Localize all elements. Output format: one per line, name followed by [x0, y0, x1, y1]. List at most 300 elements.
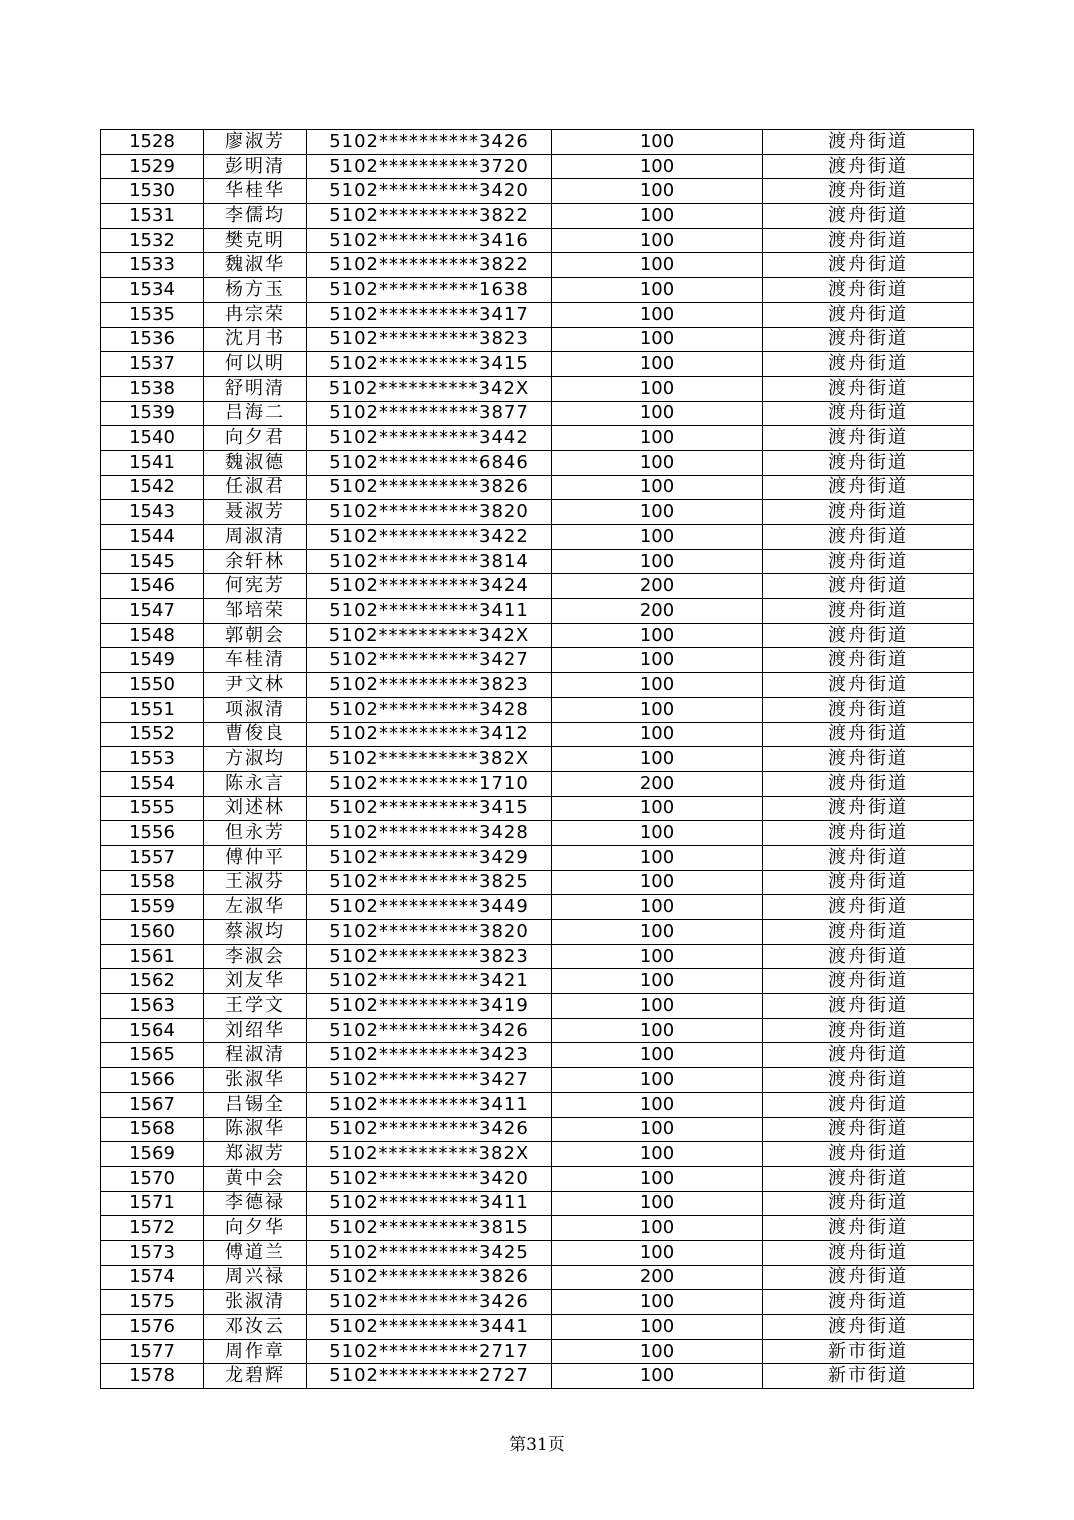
name-cell: 彭明清	[204, 154, 307, 179]
row-number-cell: 1549	[101, 648, 204, 673]
table-row	[101, 376, 974, 401]
name-cell: 杨方玉	[204, 278, 307, 303]
id-number-cell: 5102**********3820	[307, 500, 552, 525]
location-cell: 渡舟街道	[763, 623, 974, 648]
location-cell: 渡舟街道	[763, 821, 974, 846]
amount-cell: 100	[552, 450, 763, 475]
amount-cell: 100	[552, 747, 763, 772]
table-row	[101, 1043, 974, 1068]
name-cell: 王学文	[204, 994, 307, 1019]
location-cell: 渡舟街道	[763, 994, 974, 1019]
location-cell: 渡舟街道	[763, 376, 974, 401]
amount-cell: 100	[552, 204, 763, 229]
id-number-cell: 5102**********382X	[307, 1142, 552, 1167]
location-cell: 渡舟街道	[763, 253, 974, 278]
table-row	[101, 278, 974, 303]
amount-cell: 100	[552, 895, 763, 920]
id-number-cell: 5102**********342X	[307, 623, 552, 648]
table-row	[101, 599, 974, 624]
amount-cell: 200	[552, 1265, 763, 1290]
location-cell: 渡舟街道	[763, 154, 974, 179]
name-cell: 刘绍华	[204, 1018, 307, 1043]
table-row	[101, 130, 974, 155]
table-row	[101, 845, 974, 870]
roster-table-body	[101, 130, 974, 1389]
id-number-cell: 5102**********3428	[307, 821, 552, 846]
name-cell: 舒明清	[204, 376, 307, 401]
table-row	[101, 352, 974, 377]
name-cell: 刘述林	[204, 796, 307, 821]
location-cell: 新市街道	[763, 1364, 974, 1389]
table-row	[101, 1117, 974, 1142]
row-number-cell: 1548	[101, 623, 204, 648]
table-row	[101, 1364, 974, 1389]
amount-cell: 100	[552, 1043, 763, 1068]
location-cell: 渡舟街道	[763, 302, 974, 327]
location-cell: 渡舟街道	[763, 771, 974, 796]
name-cell: 何以明	[204, 352, 307, 377]
name-cell: 聂淑芳	[204, 500, 307, 525]
name-cell: 沈月书	[204, 327, 307, 352]
location-cell: 渡舟街道	[763, 796, 974, 821]
id-number-cell: 5102**********3815	[307, 1216, 552, 1241]
location-cell: 渡舟街道	[763, 327, 974, 352]
table-row	[101, 623, 974, 648]
location-cell: 渡舟街道	[763, 475, 974, 500]
name-cell: 曹俊良	[204, 722, 307, 747]
table-row	[101, 870, 974, 895]
amount-cell: 100	[552, 920, 763, 945]
location-cell: 渡舟街道	[763, 747, 974, 772]
name-cell: 车桂清	[204, 648, 307, 673]
table-row	[101, 1315, 974, 1340]
row-number-cell: 1532	[101, 228, 204, 253]
row-number-cell: 1562	[101, 969, 204, 994]
id-number-cell: 5102**********3421	[307, 969, 552, 994]
row-number-cell: 1542	[101, 475, 204, 500]
id-number-cell: 5102**********3441	[307, 1315, 552, 1340]
name-cell: 龙碧辉	[204, 1364, 307, 1389]
id-number-cell: 5102**********1638	[307, 278, 552, 303]
name-cell: 傅道兰	[204, 1240, 307, 1265]
row-number-cell: 1565	[101, 1043, 204, 1068]
name-cell: 冉宗荣	[204, 302, 307, 327]
amount-cell: 100	[552, 648, 763, 673]
amount-cell: 100	[552, 821, 763, 846]
name-cell: 魏淑华	[204, 253, 307, 278]
amount-cell: 100	[552, 673, 763, 698]
id-number-cell: 5102**********3424	[307, 574, 552, 599]
id-number-cell: 5102**********3420	[307, 1166, 552, 1191]
id-number-cell: 5102**********3877	[307, 401, 552, 426]
id-number-cell: 5102**********3417	[307, 302, 552, 327]
table-row	[101, 796, 974, 821]
amount-cell: 100	[552, 352, 763, 377]
name-cell: 邹培荣	[204, 599, 307, 624]
table-row	[101, 895, 974, 920]
id-number-cell: 5102**********3820	[307, 920, 552, 945]
table-row	[101, 253, 974, 278]
name-cell: 邓汝云	[204, 1315, 307, 1340]
id-number-cell: 5102**********3426	[307, 1018, 552, 1043]
location-cell: 渡舟街道	[763, 722, 974, 747]
amount-cell: 100	[552, 623, 763, 648]
name-cell: 郑淑芳	[204, 1142, 307, 1167]
row-number-cell: 1528	[101, 130, 204, 155]
id-number-cell: 5102**********3822	[307, 204, 552, 229]
id-number-cell: 5102**********3449	[307, 895, 552, 920]
id-number-cell: 5102**********3419	[307, 994, 552, 1019]
location-cell: 渡舟街道	[763, 1240, 974, 1265]
amount-cell: 100	[552, 179, 763, 204]
amount-cell: 100	[552, 327, 763, 352]
location-cell: 渡舟街道	[763, 1068, 974, 1093]
location-cell: 渡舟街道	[763, 1290, 974, 1315]
amount-cell: 100	[552, 525, 763, 550]
row-number-cell: 1561	[101, 944, 204, 969]
table-row	[101, 722, 974, 747]
row-number-cell: 1556	[101, 821, 204, 846]
amount-cell: 100	[552, 1018, 763, 1043]
name-cell: 李德禄	[204, 1191, 307, 1216]
table-row	[101, 1265, 974, 1290]
amount-cell: 100	[552, 1364, 763, 1389]
location-cell: 渡舟街道	[763, 130, 974, 155]
location-cell: 渡舟街道	[763, 450, 974, 475]
id-number-cell: 5102**********3416	[307, 228, 552, 253]
name-cell: 向夕华	[204, 1216, 307, 1241]
table-row	[101, 401, 974, 426]
table-row	[101, 1068, 974, 1093]
amount-cell: 100	[552, 426, 763, 451]
table-row	[101, 1018, 974, 1043]
name-cell: 傅仲平	[204, 845, 307, 870]
table-row	[101, 747, 974, 772]
table-row	[101, 969, 974, 994]
name-cell: 程淑清	[204, 1043, 307, 1068]
amount-cell: 100	[552, 1315, 763, 1340]
location-cell: 渡舟街道	[763, 204, 974, 229]
row-number-cell: 1541	[101, 450, 204, 475]
amount-cell: 100	[552, 845, 763, 870]
row-number-cell: 1544	[101, 525, 204, 550]
name-cell: 张淑华	[204, 1068, 307, 1093]
location-cell: 渡舟街道	[763, 599, 974, 624]
amount-cell: 100	[552, 1240, 763, 1265]
row-number-cell: 1533	[101, 253, 204, 278]
id-number-cell: 5102**********3415	[307, 796, 552, 821]
row-number-cell: 1534	[101, 278, 204, 303]
row-number-cell: 1563	[101, 994, 204, 1019]
row-number-cell: 1560	[101, 920, 204, 945]
amount-cell: 100	[552, 475, 763, 500]
location-cell: 渡舟街道	[763, 845, 974, 870]
name-cell: 吕锡全	[204, 1092, 307, 1117]
table-row	[101, 426, 974, 451]
amount-cell: 100	[552, 1092, 763, 1117]
table-row	[101, 1191, 974, 1216]
location-cell: 渡舟街道	[763, 1315, 974, 1340]
name-cell: 王淑芬	[204, 870, 307, 895]
table-row	[101, 525, 974, 550]
location-cell: 渡舟街道	[763, 895, 974, 920]
table-row	[101, 821, 974, 846]
row-number-cell: 1555	[101, 796, 204, 821]
id-number-cell: 5102**********3420	[307, 179, 552, 204]
row-number-cell: 1558	[101, 870, 204, 895]
amount-cell: 100	[552, 302, 763, 327]
id-number-cell: 5102**********3412	[307, 722, 552, 747]
amount-cell: 100	[552, 376, 763, 401]
row-number-cell: 1543	[101, 500, 204, 525]
id-number-cell: 5102**********2727	[307, 1364, 552, 1389]
table-row	[101, 673, 974, 698]
name-cell: 张淑清	[204, 1290, 307, 1315]
table-row	[101, 500, 974, 525]
amount-cell: 100	[552, 1339, 763, 1364]
row-number-cell: 1546	[101, 574, 204, 599]
location-cell: 渡舟街道	[763, 525, 974, 550]
amount-cell: 100	[552, 1191, 763, 1216]
row-number-cell: 1538	[101, 376, 204, 401]
roster-table	[100, 129, 974, 1389]
table-row	[101, 549, 974, 574]
row-number-cell: 1571	[101, 1191, 204, 1216]
id-number-cell: 5102**********3823	[307, 327, 552, 352]
amount-cell: 100	[552, 796, 763, 821]
location-cell: 渡舟街道	[763, 401, 974, 426]
name-cell: 方淑均	[204, 747, 307, 772]
location-cell: 渡舟街道	[763, 920, 974, 945]
id-number-cell: 5102**********1710	[307, 771, 552, 796]
id-number-cell: 5102**********3411	[307, 1191, 552, 1216]
location-cell: 渡舟街道	[763, 1265, 974, 1290]
location-cell: 渡舟街道	[763, 1216, 974, 1241]
location-cell: 渡舟街道	[763, 870, 974, 895]
name-cell: 周兴禄	[204, 1265, 307, 1290]
location-cell: 渡舟街道	[763, 944, 974, 969]
table-row	[101, 771, 974, 796]
id-number-cell: 5102**********3822	[307, 253, 552, 278]
id-number-cell: 5102**********342X	[307, 376, 552, 401]
id-number-cell: 5102**********3415	[307, 352, 552, 377]
table-row	[101, 697, 974, 722]
location-cell: 渡舟街道	[763, 1191, 974, 1216]
name-cell: 刘友华	[204, 969, 307, 994]
amount-cell: 100	[552, 994, 763, 1019]
table-row	[101, 204, 974, 229]
location-cell: 渡舟街道	[763, 1142, 974, 1167]
table-row	[101, 1166, 974, 1191]
location-cell: 渡舟街道	[763, 1166, 974, 1191]
row-number-cell: 1567	[101, 1092, 204, 1117]
amount-cell: 100	[552, 1290, 763, 1315]
table-row	[101, 920, 974, 945]
amount-cell: 100	[552, 944, 763, 969]
table-row	[101, 228, 974, 253]
row-number-cell: 1535	[101, 302, 204, 327]
id-number-cell: 5102**********3411	[307, 1092, 552, 1117]
amount-cell: 100	[552, 228, 763, 253]
table-row	[101, 327, 974, 352]
row-number-cell: 1557	[101, 845, 204, 870]
amount-cell: 100	[552, 401, 763, 426]
location-cell: 渡舟街道	[763, 1043, 974, 1068]
name-cell: 项淑清	[204, 697, 307, 722]
row-number-cell: 1575	[101, 1290, 204, 1315]
name-cell: 黄中会	[204, 1166, 307, 1191]
name-cell: 但永芳	[204, 821, 307, 846]
table-row	[101, 944, 974, 969]
row-number-cell: 1568	[101, 1117, 204, 1142]
row-number-cell: 1576	[101, 1315, 204, 1340]
name-cell: 左淑华	[204, 895, 307, 920]
row-number-cell: 1547	[101, 599, 204, 624]
name-cell: 华桂华	[204, 179, 307, 204]
row-number-cell: 1545	[101, 549, 204, 574]
amount-cell: 100	[552, 969, 763, 994]
amount-cell: 200	[552, 599, 763, 624]
name-cell: 陈淑华	[204, 1117, 307, 1142]
amount-cell: 100	[552, 130, 763, 155]
id-number-cell: 5102**********3825	[307, 870, 552, 895]
name-cell: 周作章	[204, 1339, 307, 1364]
id-number-cell: 5102**********6846	[307, 450, 552, 475]
table-row	[101, 1339, 974, 1364]
row-number-cell: 1536	[101, 327, 204, 352]
page-number: 第31页	[509, 1435, 565, 1455]
id-number-cell: 5102**********3426	[307, 130, 552, 155]
table-row	[101, 574, 974, 599]
location-cell: 渡舟街道	[763, 426, 974, 451]
location-cell: 渡舟街道	[763, 969, 974, 994]
location-cell: 渡舟街道	[763, 352, 974, 377]
location-cell: 渡舟街道	[763, 549, 974, 574]
id-number-cell: 5102**********3428	[307, 697, 552, 722]
id-number-cell: 5102**********382X	[307, 747, 552, 772]
location-cell: 渡舟街道	[763, 574, 974, 599]
name-cell: 何宪芳	[204, 574, 307, 599]
name-cell: 李淑会	[204, 944, 307, 969]
id-number-cell: 5102**********3426	[307, 1290, 552, 1315]
id-number-cell: 5102**********3429	[307, 845, 552, 870]
table-row	[101, 648, 974, 673]
amount-cell: 100	[552, 1166, 763, 1191]
table-row	[101, 994, 974, 1019]
name-cell: 樊克明	[204, 228, 307, 253]
location-cell: 渡舟街道	[763, 1018, 974, 1043]
name-cell: 蔡淑均	[204, 920, 307, 945]
location-cell: 渡舟街道	[763, 228, 974, 253]
table-row	[101, 179, 974, 204]
row-number-cell: 1552	[101, 722, 204, 747]
row-number-cell: 1530	[101, 179, 204, 204]
id-number-cell: 5102**********3814	[307, 549, 552, 574]
row-number-cell: 1570	[101, 1166, 204, 1191]
row-number-cell: 1566	[101, 1068, 204, 1093]
name-cell: 吕海二	[204, 401, 307, 426]
amount-cell: 100	[552, 500, 763, 525]
row-number-cell: 1551	[101, 697, 204, 722]
name-cell: 周淑清	[204, 525, 307, 550]
amount-cell: 100	[552, 1216, 763, 1241]
name-cell: 李儒均	[204, 204, 307, 229]
table-row	[101, 1240, 974, 1265]
table-row	[101, 1290, 974, 1315]
amount-cell: 100	[552, 697, 763, 722]
row-number-cell: 1553	[101, 747, 204, 772]
row-number-cell: 1578	[101, 1364, 204, 1389]
amount-cell: 100	[552, 154, 763, 179]
location-cell: 新市街道	[763, 1339, 974, 1364]
name-cell: 廖淑芳	[204, 130, 307, 155]
row-number-cell: 1537	[101, 352, 204, 377]
name-cell: 郭朝会	[204, 623, 307, 648]
id-number-cell: 5102**********3425	[307, 1240, 552, 1265]
id-number-cell: 5102**********3720	[307, 154, 552, 179]
row-number-cell: 1569	[101, 1142, 204, 1167]
table-row	[101, 1142, 974, 1167]
table-row	[101, 302, 974, 327]
amount-cell: 100	[552, 1142, 763, 1167]
row-number-cell: 1577	[101, 1339, 204, 1364]
name-cell: 余轩林	[204, 549, 307, 574]
id-number-cell: 5102**********3423	[307, 1043, 552, 1068]
location-cell: 渡舟街道	[763, 1092, 974, 1117]
row-number-cell: 1574	[101, 1265, 204, 1290]
id-number-cell: 5102**********3427	[307, 1068, 552, 1093]
name-cell: 陈永言	[204, 771, 307, 796]
name-cell: 尹文林	[204, 673, 307, 698]
location-cell: 渡舟街道	[763, 697, 974, 722]
id-number-cell: 5102**********3411	[307, 599, 552, 624]
location-cell: 渡舟街道	[763, 278, 974, 303]
id-number-cell: 5102**********2717	[307, 1339, 552, 1364]
name-cell: 魏淑德	[204, 450, 307, 475]
location-cell: 渡舟街道	[763, 500, 974, 525]
amount-cell: 100	[552, 278, 763, 303]
row-number-cell: 1540	[101, 426, 204, 451]
id-number-cell: 5102**********3426	[307, 1117, 552, 1142]
location-cell: 渡舟街道	[763, 673, 974, 698]
id-number-cell: 5102**********3427	[307, 648, 552, 673]
table-row	[101, 1092, 974, 1117]
amount-cell: 100	[552, 722, 763, 747]
row-number-cell: 1539	[101, 401, 204, 426]
table-row	[101, 475, 974, 500]
id-number-cell: 5102**********3422	[307, 525, 552, 550]
row-number-cell: 1529	[101, 154, 204, 179]
table-row	[101, 450, 974, 475]
row-number-cell: 1554	[101, 771, 204, 796]
amount-cell: 100	[552, 870, 763, 895]
row-number-cell: 1531	[101, 204, 204, 229]
amount-cell: 200	[552, 771, 763, 796]
name-cell: 任淑君	[204, 475, 307, 500]
amount-cell: 100	[552, 1117, 763, 1142]
location-cell: 渡舟街道	[763, 648, 974, 673]
table-row	[101, 154, 974, 179]
amount-cell: 100	[552, 253, 763, 278]
name-cell: 向夕君	[204, 426, 307, 451]
id-number-cell: 5102**********3442	[307, 426, 552, 451]
amount-cell: 100	[552, 549, 763, 574]
location-cell: 渡舟街道	[763, 1117, 974, 1142]
table-row	[101, 1216, 974, 1241]
row-number-cell: 1572	[101, 1216, 204, 1241]
amount-cell: 100	[552, 1068, 763, 1093]
location-cell: 渡舟街道	[763, 179, 974, 204]
